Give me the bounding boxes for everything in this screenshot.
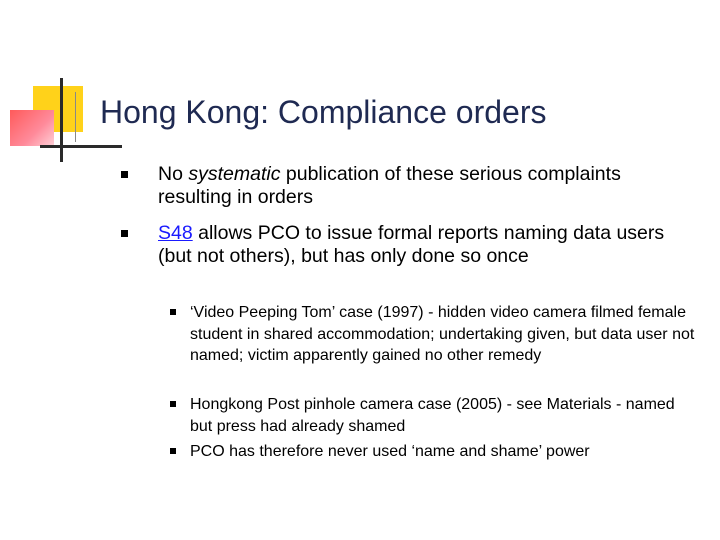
sub-bullet-item xyxy=(190,394,700,437)
square-bullet-icon xyxy=(121,171,128,178)
sub-bullet-text: ‘Video Peeping Tom’ case (1997) - hidden video camera filmed female student in shared accommodation; undertaking given, but data user not named; victim apparently gained no other remedy xyxy=(190,304,695,364)
bullet-item xyxy=(158,222,688,268)
square-bullet-icon xyxy=(170,448,176,454)
s48-link[interactable]: S48 xyxy=(158,222,193,244)
sub-bullet-text: Hongkong Post pinhole camera case (2005) - see Materials - named but press had already shamed xyxy=(190,396,675,435)
vertical-line-shape xyxy=(60,78,63,162)
square-bullet-icon xyxy=(170,309,176,315)
sub-bullet-item xyxy=(190,441,700,463)
bullet-text-emphasis: systematic xyxy=(188,163,281,185)
sub-bullet-text: PCO has therefore never used ‘name and shame’ power xyxy=(190,443,590,460)
sub-bullet-item xyxy=(190,302,700,367)
bullet-text-prefix: No xyxy=(158,163,189,185)
bullet-text: allows PCO to issue formal reports naming data users (but not others), but has only done so once xyxy=(158,222,665,267)
decorative-logo-block xyxy=(0,0,120,170)
square-bullet-icon xyxy=(170,401,176,407)
bullet-text: publication of these serious complaints resulting in orders xyxy=(158,163,621,208)
slide-title: Hong Kong: Compliance orders xyxy=(100,94,547,130)
thin-vertical-line-shape xyxy=(75,92,76,142)
red-square-shape xyxy=(10,110,54,146)
square-bullet-icon xyxy=(121,230,128,237)
horizontal-line-shape xyxy=(40,145,122,148)
bullet-item xyxy=(158,163,678,209)
